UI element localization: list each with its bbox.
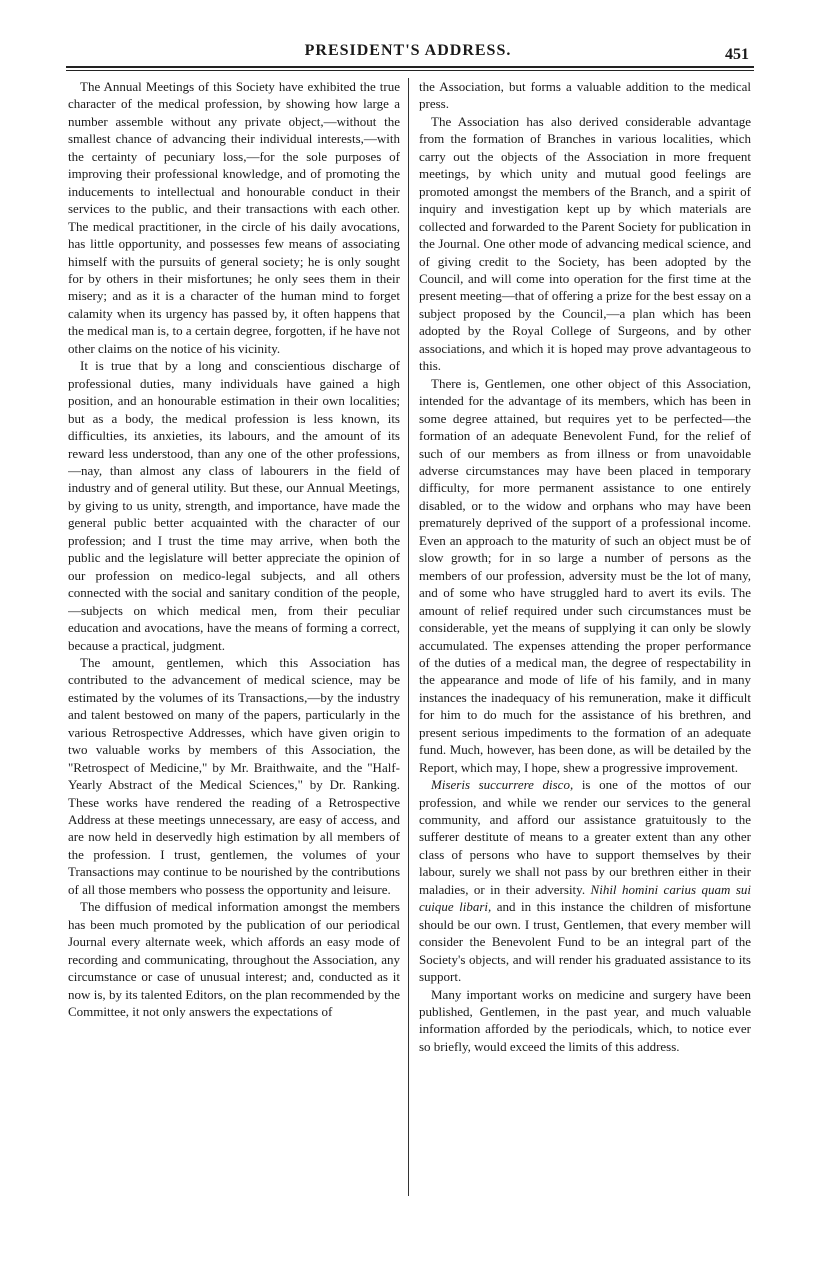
paragraph-mottos: [419, 776, 751, 985]
paragraph-professional-duties: It is true that by a long and conscientious discharge of professional duties, many individuals have gained a high position, and an honourable estimation in their own localities; but as a body, the medical profession is less known, its difficulties, its anxieties, its labours, and the amount of its reward less understood, than any one of the other professions,—nay, than almost any class of labourers in the field of industry and of general utility. But these, our Annual Meetings, by giving to us unity, strength, and importance, have made the general public better acquainted with the character of our profession; and I trust the time may arrive, when both the public and the legislature will better appreciate the opinion of our profession on medico-legal subjects, and all others connected with the social and sanitary condition of the people,—subjects on which medical men, from their peculiar education and avocations, have the means of forming a correct, because a practical, judgment.: [68, 358, 400, 653]
latin-quote: Nihil homini carius quam sui cuique libari,: [419, 881, 751, 915]
latin-motto: Miseris succurrere disco,: [431, 777, 574, 793]
paragraph-journal-continued: the Association, but forms a valuable addition to the medical press.: [419, 79, 751, 112]
paragraph-transactions: The amount, gentlemen, which this Association has contributed to the advancement of medical science, may be estimated by the volumes of its Transactions,—by the industry and talent bestowed on many of the papers, particularly in the various Retrospective Addresses, which have given origin to two valuable works by members of this Association, the "Retrospect of Medicine," by Mr. Braithwaite, and the "Half-Yearly Abstract of the Medical Sciences," by Dr. Ranking. These works have rendered the reading of a Retrospective Address at these meetings unnecessary, are easy of access, and are now held in deservedly high estimation by all members of the profession. I trust, gentlemen, the volumes of your Transactions may continue to be nourished by the contributions of all those members who possess the opportunity and leisure.: [68, 654, 400, 897]
paragraph-benevolent-fund: There is, Gentlemen, one other object of this Association, intended for the advantage of its members, which has been in some degree attained, but requires yet to be perfected—the formation of an adequate Benevolent Fund, for the relief of such of our members as from illness or from unavoidable adverse circumstances may have been placed in temporary difficulty, for more permanent assistance to one entirely disabled, or to the widow and orphans who may have been prematurely deprived of the support of a professional income. Even an approach to the maturity of such an object must be of slow growth; for in so large a number of persons as the members of our profession, adversity must be the lot of many, and of some who have struggled hard to avert its evils. The amount of relief required under such circumstances must be considerable, yet the means of supplying it can only be slowly accumulated. The expenses attending the proper performance of the duties of a medical man, the degree of respectability in the appearance and mode of life of his family, and in many instances the inadequacy of his remuneration, make it difficult for him to do much for the assistance of his brethren, and present serious impediments to the formation of an adequate fund. Much, however, has been done, as will be detailed by the Report, which may, I hope, shew a progressive improvement.: [419, 375, 751, 775]
page-number: 451: [725, 46, 749, 63]
running-header-title: PRESIDENT'S ADDRESS.: [304, 42, 512, 59]
paragraph-annual-meetings: The Annual Meetings of this Society have exhibited the true character of the medical profession, by showing how large a number assemble without any private object,—without the smallest chance of advancing their individual interests,—with the certainty of pecuniary loss,—for the sole purposes of improving their professional knowledge, and of promoting the inducements to intellectual and honourable conduct in their services to the public, and their transactions with each other. The medical practitioner, in the circle of his daily avocations, has little opportunity, and possesses few means of associating himself with the pursuits of general society; he is only sought for by others in their misfortunes; he only sees them in their misery; and as it is a character of the human mind to forget calamity when its urgency has passed by, it often happens that the medical man is, to a certain degree, forgotten, if he have not other claims on the notice of his vicinity.: [68, 79, 400, 356]
motto-text: is one of the mottos of our profession, and while we render our services to the general community, and afford our assistance gratuitously to the sufferer destitute of means to a greater extent than any other class of persons who have to support themselves by their labour, surely we shall not pass by our brethren either in their maladies, or in their adversity.: [419, 777, 751, 897]
right-column: [419, 78, 751, 1198]
paragraph-important-works: Many important works on medicine and surgery have been published, Gentlemen, in the past year, and much valuable information afforded by the periodicals, which, to notice ever so briefly, would exceed the limits of this address.: [419, 986, 751, 1054]
paragraph-branches: The Association has also derived considerable advantage from the formation of Branches in various localities, which carry out the objects of the Association in more frequent meetings, by which unity and mutual good feelings are promoted amongst the members of the Branch, and a spirit of inquiry and investigation kept up by which materials are collected and forwarded to the Parent Society for publication in the Journal. One other mode of advancing medical science, and of giving credit to the Society, has been adopted by the Council, and will come into operation for the first time at the present meeting—that of offering a prize for the best essay on a subject proposed by the Council,—a plan which has been adopted by the Royal College of Surgeons, and by other associations, and which it is hoped may prove advantageous to this.: [419, 113, 751, 374]
column-divider: [408, 78, 409, 1196]
header-rule-thin: [66, 70, 754, 71]
header-rule-thick: [66, 66, 754, 68]
left-column: [68, 78, 400, 1198]
paragraph-journal: The diffusion of medical information amongst the members has been much promoted by the publication of our periodical Journal every alternate week, which affords an easy mode of recording and communicating, throughout the Association, any circumstance or case of unusual interest; and, conducted as it now is, by its talented Editors, on the plan recommended by the Committee, it not only answers the expectations of: [68, 899, 400, 1020]
motto-text-continued: and in this instance the children of misfortune should be our own. I trust, Gentlemen, that every member will consider the Benevolent Fund to be an integral part of the Society's objects, and will render his graduated assistance to its support.: [419, 899, 751, 985]
